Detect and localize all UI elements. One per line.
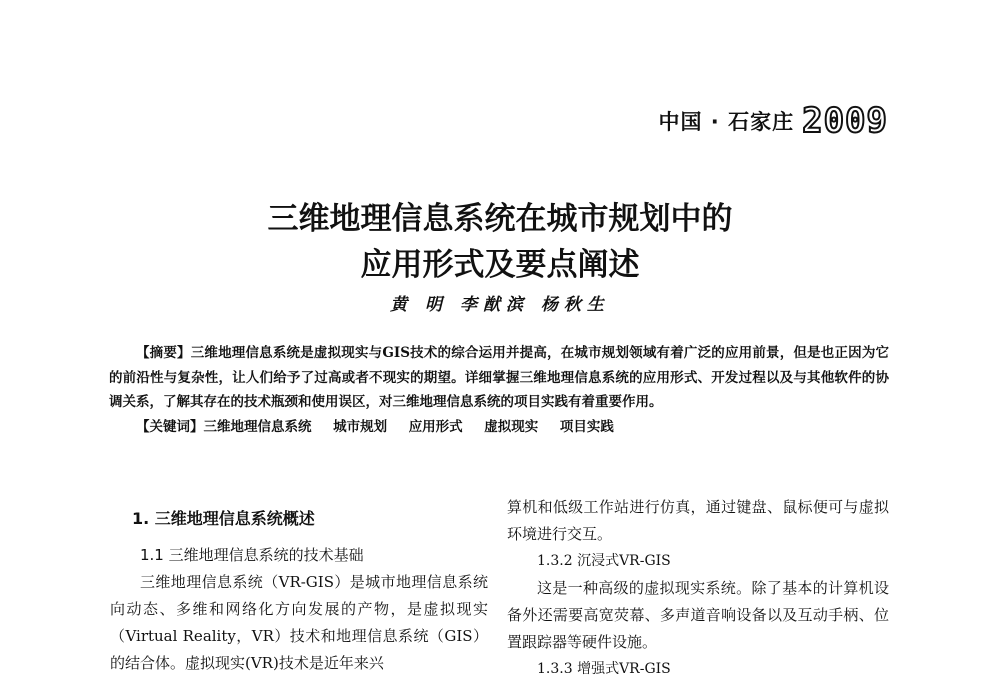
author: 杨秋生 — [540, 295, 610, 315]
body-paragraph-continued: 算机和低级工作站进行仿真，通过键盘、鼠标便可与虚拟环境进行交互。 — [507, 498, 889, 543]
keywords-label: 【关键词】 — [136, 418, 204, 435]
paper-title — [0, 196, 1000, 288]
body-paragraph: 三维地理信息系统（VR-GIS）是城市地理信息系统向动态、多维和网络化方向发展的产物，是虚拟现实（Virtual Reality，VR）技术和地理信息系统（GIS）的结合体。虚拟现实(VR)技术是近年来兴 — [110, 573, 488, 672]
keyword: 项目实践 — [559, 418, 614, 435]
right-column — [507, 494, 889, 683]
conference-year: 2009 — [802, 101, 888, 141]
section-1-1-heading: 1.1 三维地理信息系统的技术基础 — [140, 546, 364, 564]
abstract-label: 【摘要】 — [136, 345, 191, 361]
left-column — [110, 505, 488, 677]
abstract-block — [109, 341, 889, 439]
section-1-3-3-heading: 1.3.3 增强式VR-GIS — [537, 661, 671, 677]
conference-location: 中国 · 石家庄 — [658, 110, 795, 134]
conference-header — [658, 101, 889, 141]
author: 黄 明 — [390, 295, 449, 315]
abstract-text: 三维地理信息系统是虚拟现实与GIS技术的综合运用并提高，在城市规划领域有着广泛的应用前景，但是也正因为它的前沿性与复杂性，让人们给予了过高或者不现实的期望。详细掌握三维地理信息系统的应用形式、开发过程以及与其他软件的协调关系，了解其存在的技术瓶颈和使用误区，对三维地理信息系统的项目实践有着重要作用。 — [109, 345, 890, 410]
title-line-1: 三维地理信息系统在城市规划中的 — [267, 201, 733, 237]
keyword: 虚拟现实 — [484, 418, 539, 435]
title-line-2: 应用形式及要点阐述 — [360, 247, 640, 283]
keyword: 应用形式 — [408, 418, 463, 435]
author: 李猷滨 — [459, 295, 529, 315]
body-paragraph: 这是一种高级的虚拟现实系统。除了基本的计算机设备外还需要高宽荧幕、多声道音响设备以及互动手柄、位置跟踪器等硬件设施。 — [507, 579, 889, 651]
author-list — [0, 290, 1000, 315]
section-1-heading: 1. 三维地理信息系统概述 — [132, 509, 315, 528]
section-1-3-2-heading: 1.3.2 沉浸式VR-GIS — [537, 553, 671, 569]
keyword: 三维地理信息系统 — [203, 418, 312, 435]
keyword: 城市规划 — [333, 418, 388, 435]
keywords — [109, 415, 889, 440]
abstract — [109, 341, 889, 415]
